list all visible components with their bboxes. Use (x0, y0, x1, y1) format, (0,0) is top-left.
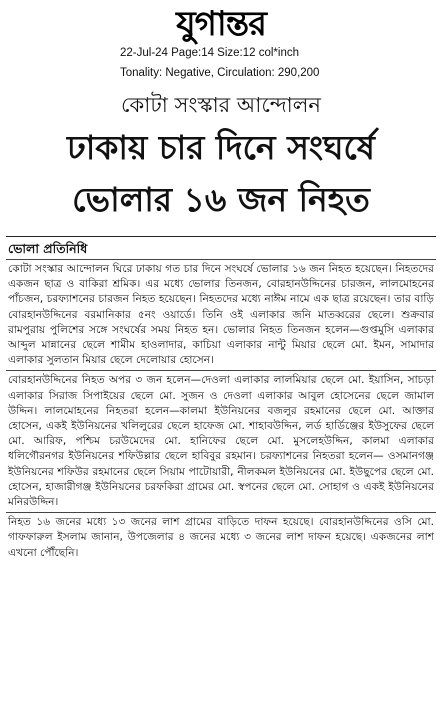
clip-meta-date-page-size: 22-Jul-24 Page:14 Size:12 col*inch (120, 47, 300, 59)
paragraph-text: বোরহানউদ্দিনের নিহত অপর ৩ জন হলেন—দেওলা এলাকার লালমিয়ার ছেলে মো. ইয়াসিন, সাচড়া এলাকার সিরাজ সিপাইয়ের ছেলে মো. সুজন ও দেওলা এলাকার আবুল হোসেনের ছেলে জামাল উদ্দিন। লালমোহনের নিহতরা হলেন—কালমা ইউনিয়নের বজলুর রহমানের ছেলে মো. আক্তার হোসেন, একই ইউনিয়নের খলিলুরের ছেলে হাফেজ মো. শাহাবউদ্দিন, লর্ড হার্ডিঞ্জের ইউসুফের ছেলে মো. আরিফ, পশ্চিম চরউমেদের মো. হানিফের ছেলে মো. মুসলেহউদ্দিন, কালমা এলাকার ধলিগৌরনগর ইউনিয়নের শফিউল্লার ছেলে হাবিবুর রহমান। চরফ্যাশনের নিহতরা হলেন— ওসমানগঞ্জ ইউনিয়নের শফিউর রহমানের ছেলে সিয়াম পাটোয়ারী, নীলকমল ইউনিয়নের মো. ইউছুপের ছেলে মো. হোসেন, হাজারীগঞ্জ ইউনিয়নের চরফকিরা গ্রামের মো. স্বপনের ছেলে মো. সোহাগ ও একই ইউনিয়নের মনিরউদ্দিন। (8, 374, 434, 509)
article-paragraph-2 (6, 370, 436, 510)
paragraph-text: কোটা সংস্কার আন্দোলন ঘিরে ঢাকায় গত চার দিনে সংঘর্ষে ভোলার ১৬ জন নিহত হয়েছেন। নিহতদের একজন ছাত্র ও বাকিরা শ্রমিক। এর মধ্যে ভোলার তিনজন, বোরহানউদ্দিনের চারজন, লালমোহনের পাঁচজন, চরফ্যাশনের চারজন নিহত হয়েছেন। নিহতদের মধ্যে নাঈম নামে এক ছাত্র রয়েছেন। তার বাড়ি বোরহানউদ্দিনের বরমানিকার ৫নং ওয়ার্ডে। তিনি ওই এলাকার জনি মাতব্বরের ছেলে। শুক্রবার রামপুরায় পুলিশের সঙ্গে সংঘর্ষের সময় নিহত হন। ভোলার নিহত তিনজন হলেন—গুপ্তমুসি এলাকার আব্দুল মান্নানের ছেলে শামীম হাওলাদার, কাচিয়া এলাকার নান্টু মিয়ার ছেলে মো. ইমন, সামাদার এলাকার সুলতান মিয়ার ছেলে দেলোয়ার হোসেন। (8, 263, 435, 367)
article-headline (6, 122, 436, 226)
clip-meta-tonality-circulation: Tonality: Negative, Circulation: 290,200 (120, 67, 320, 79)
article-kicker: কোটা সংস্কার আন্দোলন (121, 93, 321, 117)
paragraph-text: নিহত ১৬ জনের মধ্যে ১৩ জনের লাশ গ্রামের বাড়িতে দাফন হয়েছে। বোরহানউদ্দিনের ওসি মো. গাফফারুল ইসলাম জানান, উপজেলার ৪ জনের মধ্যে ৩ জনের লাশ দাফন হয়েছে। একজনের লাশ এখনো পৌঁছেনি। (8, 516, 434, 559)
article-paragraph-3 (6, 512, 436, 561)
article-paragraph-1 (6, 259, 436, 368)
newspaper-masthead-logo: যুগান্তর (176, 4, 266, 44)
article-byline: ভোলা প্রতিনিধি (8, 241, 88, 256)
headline-line-2: ভোলার ১৬ জন নিহত (72, 180, 370, 219)
article-body (6, 259, 436, 561)
byline-top-divider (6, 236, 436, 237)
headline-line-1: ঢাকায় চার দিনে সংঘর্ষে (67, 128, 375, 167)
